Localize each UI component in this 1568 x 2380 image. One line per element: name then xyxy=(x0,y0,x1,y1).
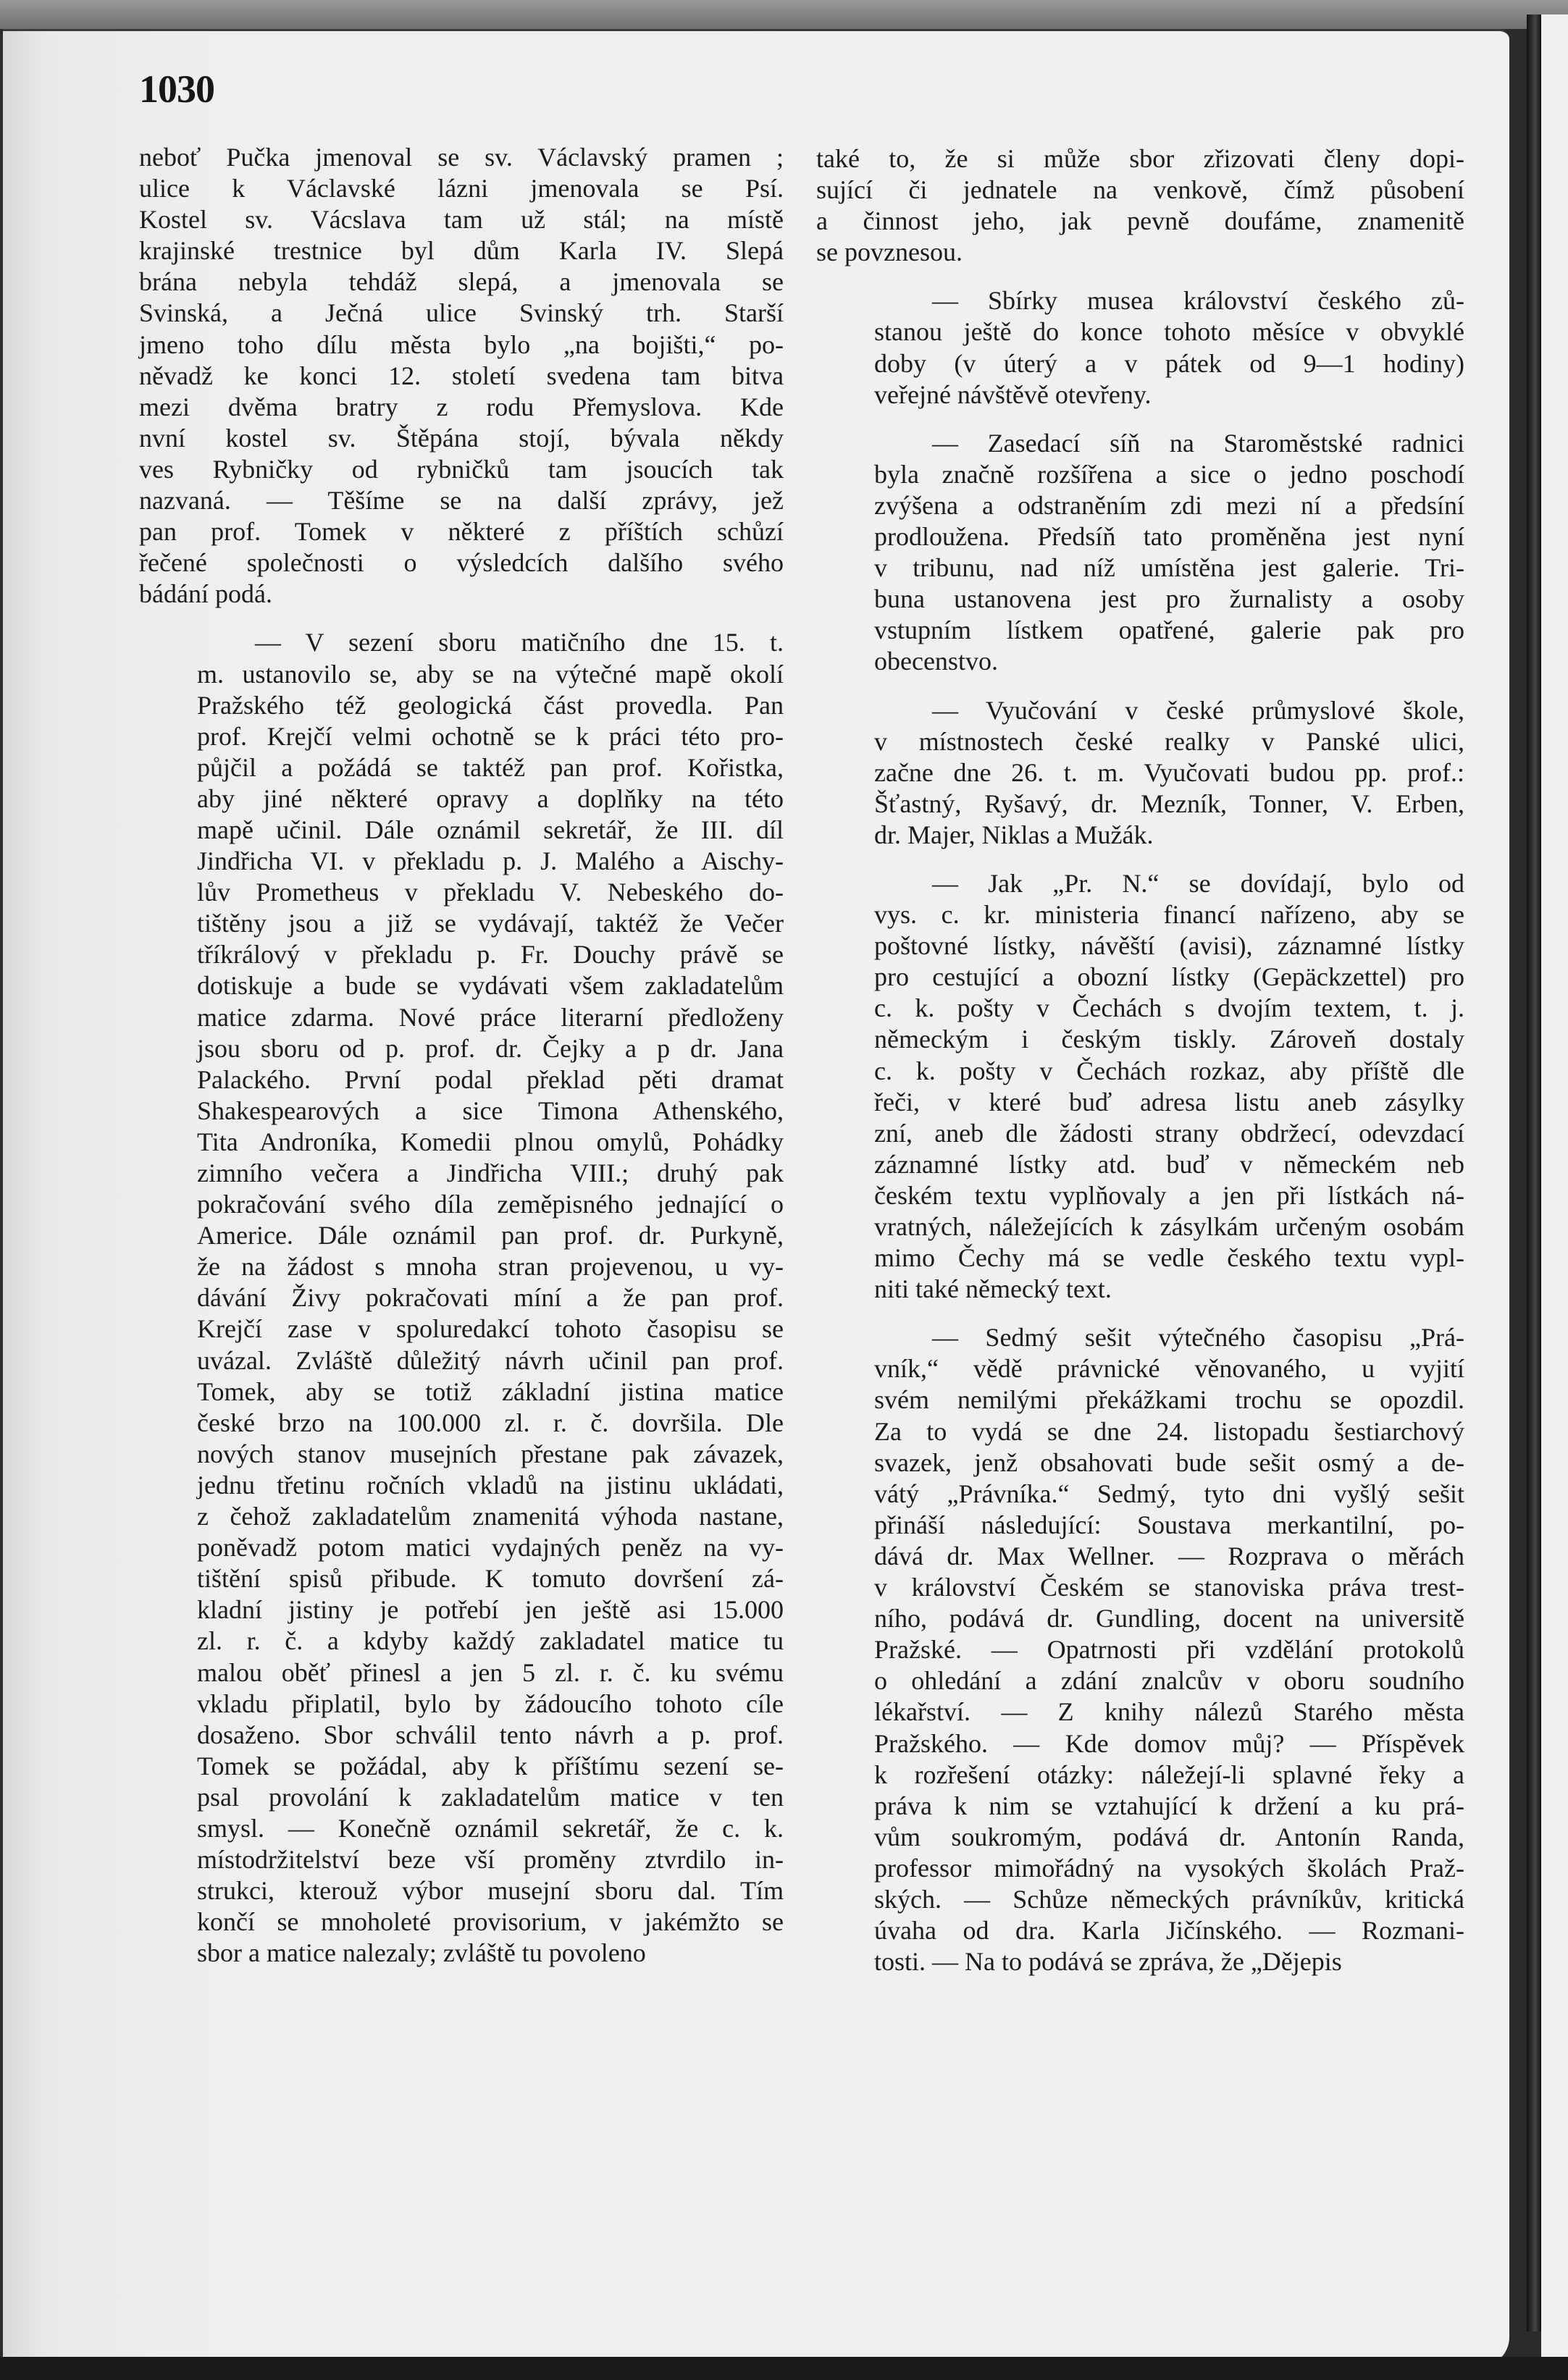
paragraph xyxy=(816,695,1464,851)
paragraph xyxy=(139,142,784,610)
page-edge-shadow xyxy=(1527,14,1541,2331)
scan-bottom-border xyxy=(0,2357,1568,2380)
text-line: buna ustanovena jest pro žurnalisty a osoby xyxy=(874,584,1464,614)
paragraph xyxy=(816,1322,1464,1977)
text-line: lékařství. — Z knihy nálezů Starého města xyxy=(874,1697,1464,1727)
text-line: se povznesou. xyxy=(816,237,963,267)
text-line: c. k. pošty v Čechách rozkaz, aby příště dle xyxy=(874,1056,1464,1085)
text-line: práva k nim se vztahující k držení a ku prá- xyxy=(874,1791,1464,1820)
text-line: vys. c. kr. ministeria financí nařízeno, aby se xyxy=(874,900,1464,930)
text-line: byla značně rozšířena a sice o jedno poschodí xyxy=(874,459,1464,489)
text-line: půjčil a požádá se taktéž pan prof. Kořistka, xyxy=(197,752,784,782)
text-line: doby (v úterý a v pátek od 9—1 hodiny) xyxy=(874,348,1464,378)
text-line: krajinské trestnice byl dům Karla IV. Slepá xyxy=(139,236,784,266)
text-line: niti také německý text. xyxy=(874,1274,1112,1304)
text-line: vník,“ vědě právnické věnovaného, u vyjití xyxy=(874,1354,1464,1384)
paragraph xyxy=(816,285,1464,410)
text-line: a činnost jeho, jak pevně doufáme, znamenitě xyxy=(816,206,1464,236)
text-line: kladní jistiny je potřebí jen ještě asi 15.000 xyxy=(197,1595,784,1625)
text-line: stanou ještě do konce tohoto měsíce v obvyklé xyxy=(874,317,1464,347)
text-line: Palackého. První podal překlad pěti dramat xyxy=(197,1064,784,1094)
text-line: jednu třetinu ročních vkladů na jistinu ukládati, xyxy=(197,1470,784,1500)
text-line: — Sbírky musea království českého zů- xyxy=(932,286,1464,316)
text-line: Tita Androníka, Komedii plnou omylů, Pohádky xyxy=(197,1127,784,1156)
text-line: z čehož zakladatelům znamenitá výhoda nastane, xyxy=(197,1502,784,1531)
text-line: Pražského též geologická část provedla. Pan xyxy=(197,690,784,720)
text-line: ves Rybničky od rybničků tam jsoucích tak xyxy=(139,454,784,484)
adjacent-page-sliver xyxy=(1541,14,1568,2380)
text-line: jsou sboru od p. prof. dr. Čejky a p dr. Jana xyxy=(197,1033,784,1063)
text-line: svazek, jenž obsahovati bude sešit osmý a de- xyxy=(874,1447,1464,1477)
text-line: vstupním lístkem opatřené, galerie pak pro xyxy=(874,615,1464,645)
paragraph xyxy=(139,627,784,1969)
text-line: vratných, náležejících k zásylkám určeným osobám xyxy=(874,1212,1464,1241)
text-line: pan prof. Tomek v některé z příštích schůzí xyxy=(139,517,784,547)
text-line: m. ustanovilo se, aby se na výtečné mapě okolí xyxy=(197,659,784,689)
text-line: začne dne 26. t. m. Vyučovati budou pp. prof.: xyxy=(874,757,1464,787)
paragraph xyxy=(816,428,1464,678)
text-line: zvýšena a odstraněním zdi mezi ní a předsíní xyxy=(874,490,1464,520)
text-line: že na žádost s mnoha stran projevenou, u vy- xyxy=(197,1252,784,1282)
text-line: mimo Čechy má se vedle českého textu vypl- xyxy=(874,1243,1464,1273)
text-line: ulice k Václavské lázni jmenovala se Psí. xyxy=(139,174,784,203)
text-line: nvní kostel sv. Štěpána stojí, bývala někdy xyxy=(139,423,784,453)
text-line: řečené společnosti o výsledcích dalšího svého xyxy=(139,548,784,578)
text-line: končí se mnoholeté provisorium, v jakémžto se xyxy=(197,1907,784,1937)
text-line: veřejné návštěvě otevřeny. xyxy=(874,379,1152,409)
text-line: — Vyučování v české průmyslové škole, xyxy=(932,695,1464,725)
text-line: k rozřešení otázky: náležejí-li splavné řeky a xyxy=(874,1759,1464,1789)
text-line: tříkrálový v překladu p. Fr. Douchy právě se xyxy=(197,940,784,970)
text-line: přináší následující: Soustava merkantilní, po- xyxy=(874,1510,1464,1539)
text-line: vkladu připlatil, bylo by žádoucího tohoto cíle xyxy=(197,1689,784,1718)
text-line: smysl. — Konečně oznámil sekretář, že c. k. xyxy=(197,1813,784,1843)
text-line: malou oběť přinesl a jen 5 zl. r. č. ku svému xyxy=(197,1657,784,1687)
text-line: Pražského. — Kde domov můj? — Příspěvek xyxy=(874,1728,1464,1758)
text-line: dává dr. Max Wellner. — Rozprava o měrách xyxy=(874,1541,1464,1570)
text-line: pokračování svého díla zeměpisného jednající o xyxy=(197,1190,784,1219)
text-line: nazvaná. — Těšíme se na další zprávy, jež xyxy=(139,486,784,516)
text-line: mapě učinil. Dále oznámil sekretář, že III. díl xyxy=(197,815,784,844)
text-line: uvázal. Zvláště důležitý návrh učinil pan prof. xyxy=(197,1345,784,1375)
text-line: Tomek se požádal, aby k příštímu sezení se- xyxy=(197,1751,784,1780)
text-line: brána nebyla tehdáž slepá, a jmenovala se xyxy=(139,267,784,297)
text-line: poněvadž potom matici vydajných peněz na vy- xyxy=(197,1533,784,1563)
scan-top-border xyxy=(0,0,1568,29)
text-line: poštovné lístky, návěští (avisi), záznamné lístky xyxy=(874,931,1464,961)
text-line: — V sezení sboru matičního dne 15. t. xyxy=(255,628,784,657)
text-line: mezi dvěma bratry z rodu Přemyslova. Kde xyxy=(139,392,784,421)
text-line: sující či jednatele na venkově, čímž působení xyxy=(816,175,1464,205)
text-line: jmeno toho dílu města bylo „na bojišti,“ po- xyxy=(139,329,784,359)
right-column xyxy=(816,143,1464,1977)
text-line: také to, že si může sbor zřizovati členy dopi- xyxy=(816,144,1464,173)
text-line: lův Prometheus v překladu V. Nebeského do- xyxy=(197,878,784,907)
text-line: v království Českém se stanoviska práva trest- xyxy=(874,1573,1464,1602)
text-line: zl. r. č. a kdyby každý zakladatel matice tu xyxy=(197,1626,784,1656)
text-line: dr. Majer, Niklas a Mužák. xyxy=(874,820,1154,849)
text-line: — Sedmý sešit výtečného časopisu „Prá- xyxy=(932,1323,1464,1353)
text-line: c. k. pošty v Čechách s dvojím textem, t. j. xyxy=(874,993,1464,1023)
text-line: Kostel sv. Vácslava tam už stál; na místě xyxy=(139,205,784,235)
text-line: vátý „Právníka.“ Sedmý, tyto dni vyšlý sešit xyxy=(874,1479,1464,1508)
text-line: dávání Živy pokračovati míní a že pan prof. xyxy=(197,1283,784,1313)
text-line: Americe. Dále oznámil pan prof. dr. Purkyně, xyxy=(197,1221,784,1250)
text-line: aby jiné některé opravy a doplňky na této xyxy=(197,783,784,813)
text-line: zní, aneb dle žádosti strany obdržecí, odevzdací xyxy=(874,1118,1464,1148)
text-line: Jindřicha VI. v překladu p. J. Malého a Aischy- xyxy=(197,846,784,876)
text-line: řeči, v které buď adresa listu aneb zásylky xyxy=(874,1087,1464,1117)
text-line: prodloužena. Předsíň tato proměněna jest nyní xyxy=(874,522,1464,552)
text-line: nových stanov musejních přestane pak závazek, xyxy=(197,1439,784,1468)
text-line: Šťastný, Ryšavý, dr. Mezník, Tonner, V. Erben, xyxy=(874,789,1464,818)
text-line: záznamné lístky atd. buď v německém neb xyxy=(874,1149,1464,1179)
page-number: 1030 xyxy=(139,67,214,111)
text-line: v místnostech české realky v Panské ulici, xyxy=(874,726,1464,756)
text-line: Tomek, aby se totiž základní jistina matice xyxy=(197,1376,784,1406)
text-line: tosti. — Na to podává se zpráva, že „Dějepis xyxy=(874,1947,1342,1977)
text-line: tištění spisů přibude. K tomuto dovršení zá- xyxy=(197,1564,784,1594)
left-column xyxy=(139,142,784,1969)
text-line: české brzo na 100.000 zl. r. č. dovršila. Dle xyxy=(197,1408,784,1437)
text-line: svém nemilými překážkami trochu se opozdil. xyxy=(874,1385,1464,1415)
text-line: v tribunu, nad níž umístěna jest galerie. Tri- xyxy=(874,553,1464,583)
text-line: pro cestující a obozní lístky (Gepäckzettel) pro xyxy=(874,962,1464,992)
text-line: úvaha od dra. Karla Jičínského. — Rozmani- xyxy=(874,1916,1464,1946)
paragraph xyxy=(816,143,1464,268)
text-line: matice zdarma. Nové práce literarní předloženy xyxy=(197,1002,784,1032)
text-line: českém textu vyplňovaly a jen při lístkách ná- xyxy=(874,1180,1464,1210)
text-line: strukci, kterouž výbor musejní sboru dal. Tím xyxy=(197,1876,784,1906)
text-line: o ohledání a zdání znalcův v oboru soudního xyxy=(874,1666,1464,1696)
text-line: tištěny jsou a již se vydávají, taktéž že Večer xyxy=(197,909,784,938)
text-line: něvadž ke konci 12. století svedena tam bitva xyxy=(139,361,784,390)
text-line: německým i českým tiskly. Zároveň dostaly xyxy=(874,1025,1464,1054)
text-line: psal provolání k zakladatelům matice v ten xyxy=(197,1782,784,1812)
text-line: ských. — Schůze německých právníkův, kritická xyxy=(874,1884,1464,1914)
text-line: sbor a matice nalezaly; zvláště tu povoleno xyxy=(197,1938,646,1968)
text-line: obecenstvo. xyxy=(874,647,998,676)
text-line: Shakespearových a sice Timona Athenského, xyxy=(197,1096,784,1125)
text-line: prof. Krejčí velmi ochotně se k práci této pro- xyxy=(197,721,784,751)
text-line: professor mimořádný na vysokých školách Praž- xyxy=(874,1853,1464,1883)
text-line: — Zasedací síň na Staroměstské radnici xyxy=(932,428,1464,458)
text-line: zimního večera a Jindřicha VIII.; druhý pak xyxy=(197,1159,784,1187)
text-line: bádání podá. xyxy=(139,579,272,609)
text-line: — Jak „Pr. N.“ se dovídají, bylo od xyxy=(932,868,1464,898)
paragraph xyxy=(816,868,1464,1305)
text-line: Za to vydá se dne 24. listopadu šestiarchový xyxy=(874,1416,1464,1446)
text-line: Pražské. — Opatrnosti při vzdělání protokolů xyxy=(874,1635,1464,1665)
text-line: neboť Pučka jmenoval se sv. Václavský pramen ; xyxy=(139,143,784,172)
text-line: ního, podává dr. Gundling, docent na universitě xyxy=(874,1604,1464,1633)
text-line: místodržitelství beze vší proměny ztvrdilo in- xyxy=(197,1845,784,1875)
text-line: dosaženo. Sbor schválil tento návrh a p. prof. xyxy=(197,1720,784,1749)
text-line: dotiskuje a bude se vydávati všem zakladatelům xyxy=(197,971,784,1001)
text-line: vům soukromým, podává dr. Antonín Randa, xyxy=(874,1822,1464,1851)
text-line: Krejčí zase v spoluredakcí tohoto časopisu se xyxy=(197,1314,784,1344)
text-line: Svinská, a Ječná ulice Svinský trh. Starší xyxy=(139,298,784,328)
